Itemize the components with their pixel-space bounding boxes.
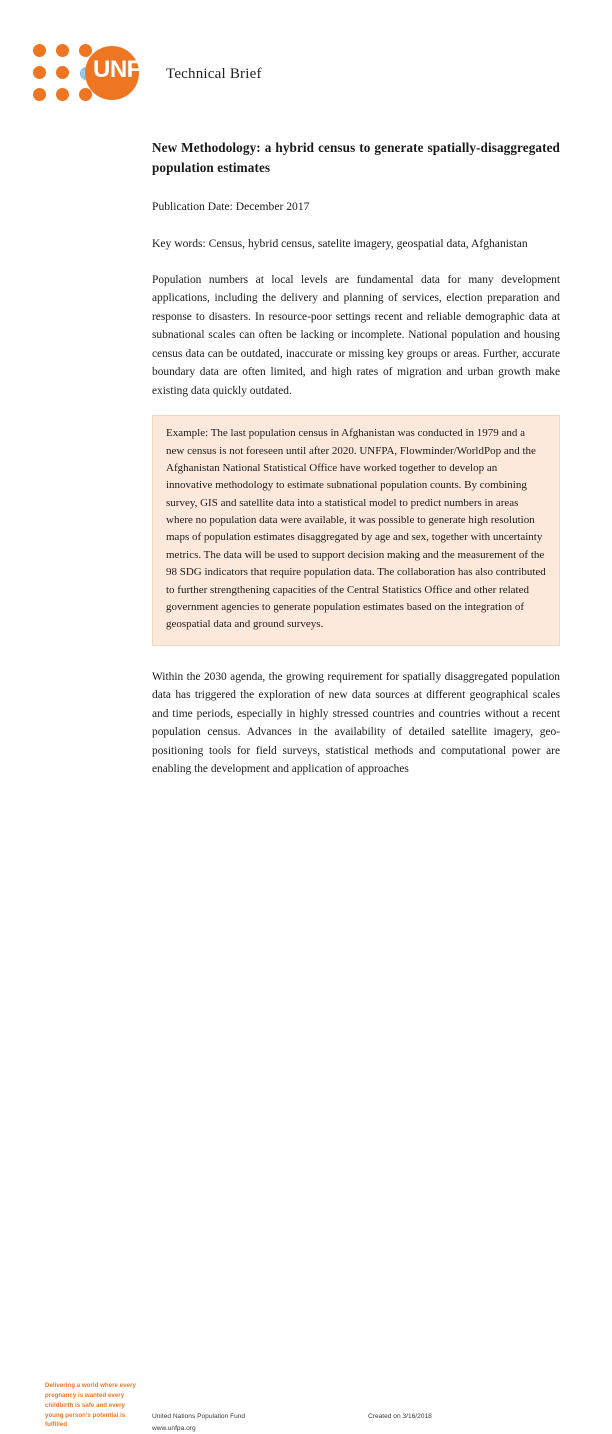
footer-organization-name: United Nations Population Fund — [152, 1413, 246, 1420]
document-type-label: Technical Brief — [166, 66, 262, 82]
logo-dot-icon — [56, 44, 69, 57]
footer-organization-block — [152, 1411, 245, 1434]
body-paragraph-2: Within the 2030 agenda, the growing requirement for spatially disaggregated population data has triggered the exploration of new data sources at different geographical scales and time periods, especially in highly stressed countries and countries without a recent population census. Advances in the availability of detailed satellite imagery, geo-positioning tools for field surveys, statistical methods and computational power are enabling the development and application of approaches — [152, 670, 560, 776]
unfpa-tagline: Delivering a world where every pregnancy is wanted every childbirth is safe and every young person's potential is fulfilled — [45, 1382, 136, 1429]
logo-dot-icon — [33, 44, 46, 57]
keywords: Key words: Census, hybrid census, satelite imagery, geospatial data, Afghanistan — [152, 236, 528, 250]
body-paragraph-1: Population numbers at local levels are fundamental data for many development applications, including the delivery and planning of services, election preparation and response to disasters. In resource-poor settings recent and reliable demographic data at subnational scales can often be lacking or incomplete. National population and housing census data can be outdated, inaccurate or missing key groups or areas. Further, accurate boundary data are often limited, and high rates of migration and urban growth make existing data quickly outdated. — [152, 273, 560, 397]
logo-dot-icon — [33, 88, 46, 101]
footer-website[interactable]: www.unfpa.org — [152, 1424, 196, 1432]
example-callout-box — [152, 415, 560, 646]
unfpa-logo — [33, 44, 172, 102]
logo-dot-icon — [56, 88, 69, 101]
publication-date: Publication Date: December 2017 — [152, 200, 310, 214]
logo-dot-icon — [56, 66, 69, 79]
document-footer — [0, 682, 612, 1432]
document-header — [0, 0, 612, 120]
logo-dot-icon — [33, 66, 46, 79]
logo-wordmark: UNFPA — [93, 56, 172, 83]
example-callout-text: Example: The last population census in Afghanistan was conducted in 1979 and a new census is not foreseen until after 2020. UNFPA, Flowminder/WorldPop and the Afghanistan National Statistical Office have worked together to develop an innovative methodology to estimate subnational population counts. By combining survey, GIS and satellite data into a statistical model to predict numbers in areas where no population data were available, it was possible to generate high resolution maps of population estimates disaggregated by age and sex, together with uncertainty metrics. The data will be used to support decision making and the measurement of the 98 SDG indicators that require population data. The collaboration has also contributed to further strengthening capacities of the Central Statistics Office and other related government agencies to generate population estimates based on the integration of geospatial data and ground surveys. — [166, 427, 546, 631]
footer-created-on: Created on 3/16/2018 — [368, 1413, 432, 1420]
page-title: New Methodology: a hybrid census to generate spatially-disaggregated population estimates — [152, 140, 560, 176]
